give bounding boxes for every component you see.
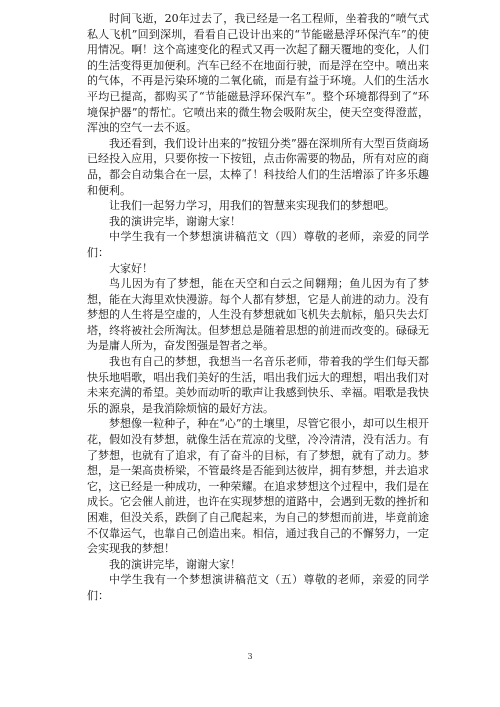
document-body [87, 11, 429, 604]
paragraph-future-engineer: 时间飞逝，20年过去了，我已经是一名工程师，坐着我的“喷气式私人飞机”回到深圳，看看自己设计出来的“节能磁悬浮环保汽车”的使用情况。啊！这个高速变化的程式又再一次起了翻天覆地的变化，人们的生活变得更加便利。汽车已经不在地面行驶，而是浮在空中。喷出来的气体，不再是污染环境的二氧化硫，而是有益于环境。人们的生活水平均已提高，都购买了“节能磁悬浮环保汽车”。整个环境都得到了“环境保护器”的帮忙。它喷出来的微生物会吸附灰尘，使天空变得澄蓝，浑浊的空气一去不返。 [87, 12, 429, 135]
paragraph-button-sorter: 我还看到，我们设计出来的“按钮分类”器在深圳所有大型百货商场已经投入应用，只要你按一下按钮，点击你需要的物品，所有对应的商品，都会自动集合在一层，太棒了！科技给人们的生活增添了许多乐趣和便利。 [87, 136, 429, 197]
paragraph-music-teacher: 我也有自己的梦想，我想当一名音乐老师，带着我的学生们每天都快乐地唱歌，唱出我们美好的生活，唱出我们远大的理想，唱出我们对未来充满的希望。美妙而动听的歌声让我感到快乐、幸福。唱歌是我快乐的源泉，是我消除烦恼的最好方法。 [87, 355, 429, 415]
page-number: 3 [247, 652, 253, 661]
paragraph-closing-2: 我的演讲完毕，谢谢大家！ [109, 557, 241, 571]
paragraph-greeting: 大家好！ [109, 261, 153, 275]
paragraph-call-to-action: 让我们一起努力学习，用我们的智慧来实现我们的梦想吧。 [109, 199, 395, 213]
paragraph-heading-speech-5: 中学生我有一个梦想演讲稿范文（五）尊敬的老师，亲爱的同学们： [87, 573, 429, 602]
paragraph-dream-seed: 梦想像一粒种子，种在“心”的土壤里，尽管它很小，却可以生根开花，假如没有梦想，就像生活在荒凉的戈壁，冷冷清清，没有活力。有了梦想，也就有了追求，有了奋斗的目标，有了梦想，就有了动力。梦想，是一架高贵桥梁，不管最终是否能到达彼岸，拥有梦想，并去追求它，这已经是一种成功，一种荣耀。在追求梦想这个过程中，我们是在成长。它会催人前进，也许在实现梦想的道路中，会遇到无数的挫折和困难，但没关系，跌倒了自己爬起来，为自己的梦想而前进，毕竟前途不仅靠运气，也靠自己创造出来。相信，通过我自己的不懈努力，一定会实现我的梦想！ [87, 417, 429, 556]
paragraph-heading-speech-4: 中学生我有一个梦想演讲稿范文（四）尊敬的老师，亲爱的同学们： [87, 230, 429, 259]
paragraph-closing-1: 我的演讲完毕，谢谢大家！ [109, 214, 241, 228]
paragraph-birds-and-fish: 鸟儿因为有了梦想，能在天空和白云之间翱翔；鱼儿因为有了梦想，能在大海里欢快漫游。每个人都有梦想，它是人前进的动力。没有梦想的人生将是空虚的，人生没有梦想就如飞机失去航标，船只失去灯塔，终将被社会所淘汰。但梦想总是随着思想的前进而改变的。碌碌无为是庸人所为，奋发图强是智者之举。 [87, 277, 429, 353]
